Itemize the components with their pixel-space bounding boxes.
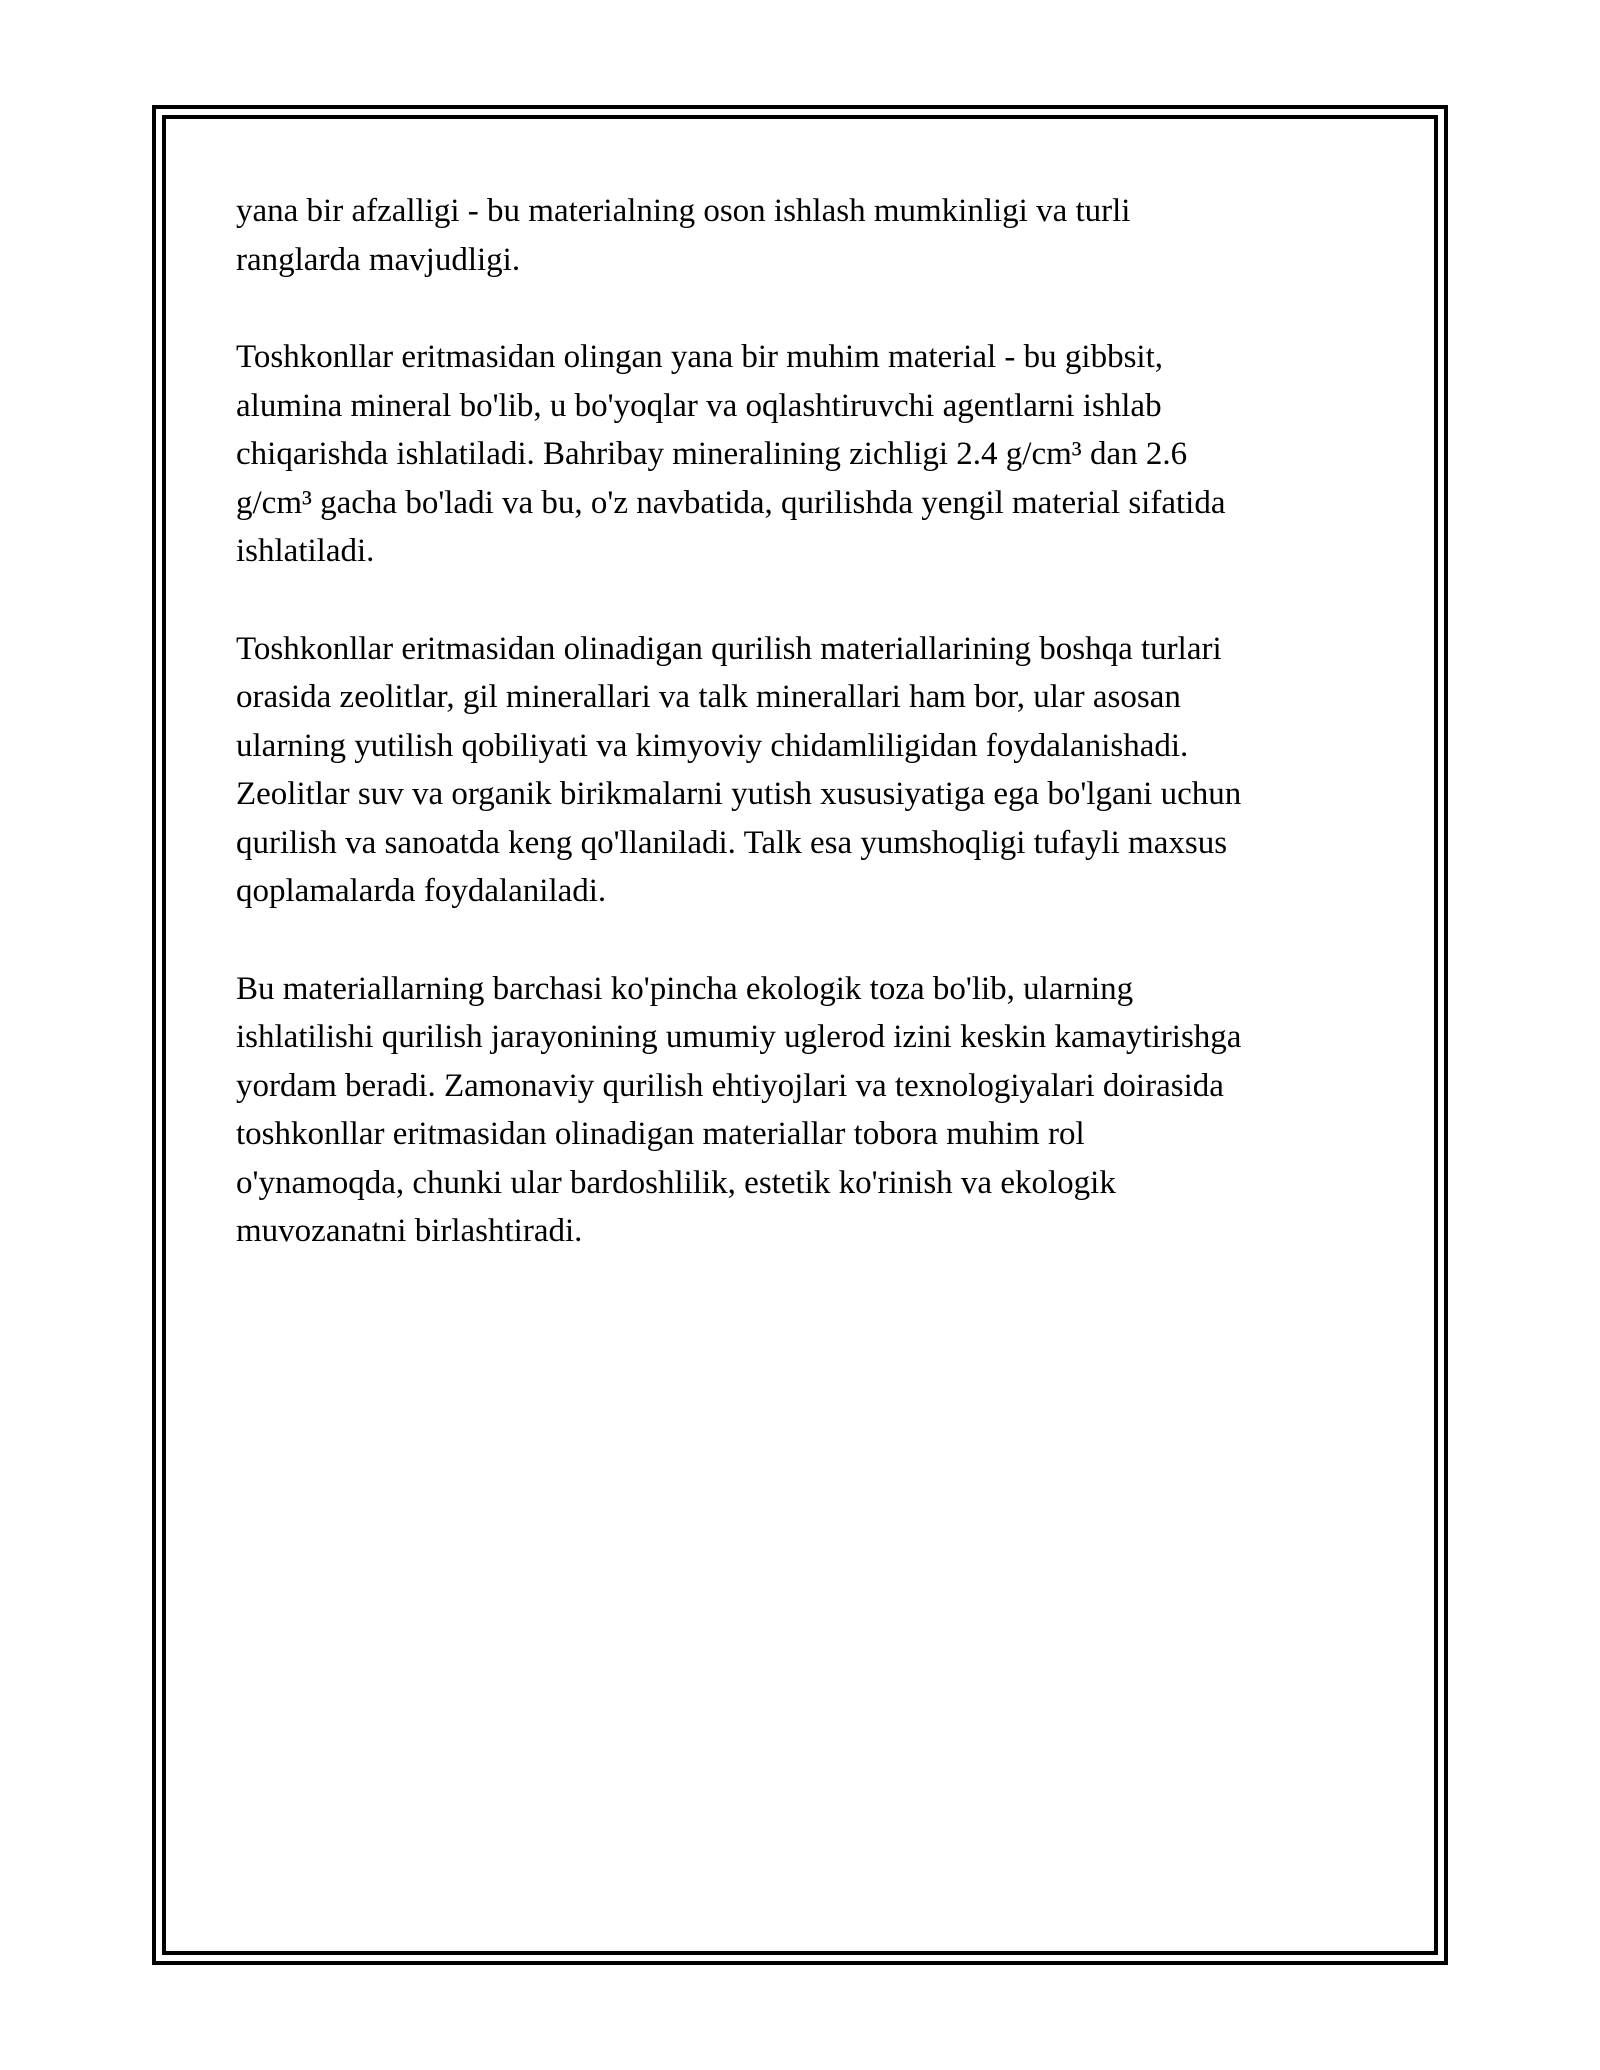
- paragraph-3: Toshkonllar eritmasidan olinadigan qurilish materiallarining boshqa turlari orasida zeolitlar, gil minerallari va talk minerallari ham bor, ular asosan ularning yutilish qobiliyati va kimyoviy chidamliligidan foydalanishadi. Zeolitlar suv va organik birikmalarni yutish xususiyatiga ega bo'lgani uchun qurilish va sanoatda keng qo'llaniladi. Talk esa yumshoqligi tufayli maxsus qoplamalarda foydalaniladi.: [236, 630, 1242, 909]
- paragraph-2: Toshkonllar eritmasidan olingan yana bir muhim material - bu gibbsit, alumina mineral bo'lib, u bo'yoqlar va oqlashtiruvchi agentlarni ishlab chiqarishda ishlatiladi. Bahribay mineralining zichligi 2.4 g/cm³ dan 2.6 g/cm³ gacha bo'ladi va bu, o'z navbatida, qurilishda yengil material sifatida ishlatiladi.: [236, 339, 1226, 569]
- paragraph-1: yana bir afzalligi - bu materialning oson ishlash mumkinligi va turli ranglarda mavjudligi.: [236, 193, 1131, 278]
- page-content: [236, 187, 1366, 1305]
- paragraph-4: Bu materiallarning barchasi ko'pincha ekologik toza bo'lib, ularning ishlatilishi qurilish jarayonining umumiy uglerod izini keskin kamaytirishga yordam beradi. Zamonaviy qurilish ehtiyojlari va texnologiyalari doirasida toshkonllar eritmasidan olinadigan materiallar tobora muhim rol o'ynamoqda, chunki ular bardoshlilik, estetik ko'rinish va ekologik muvozanatni birlashtiradi.: [236, 970, 1242, 1249]
